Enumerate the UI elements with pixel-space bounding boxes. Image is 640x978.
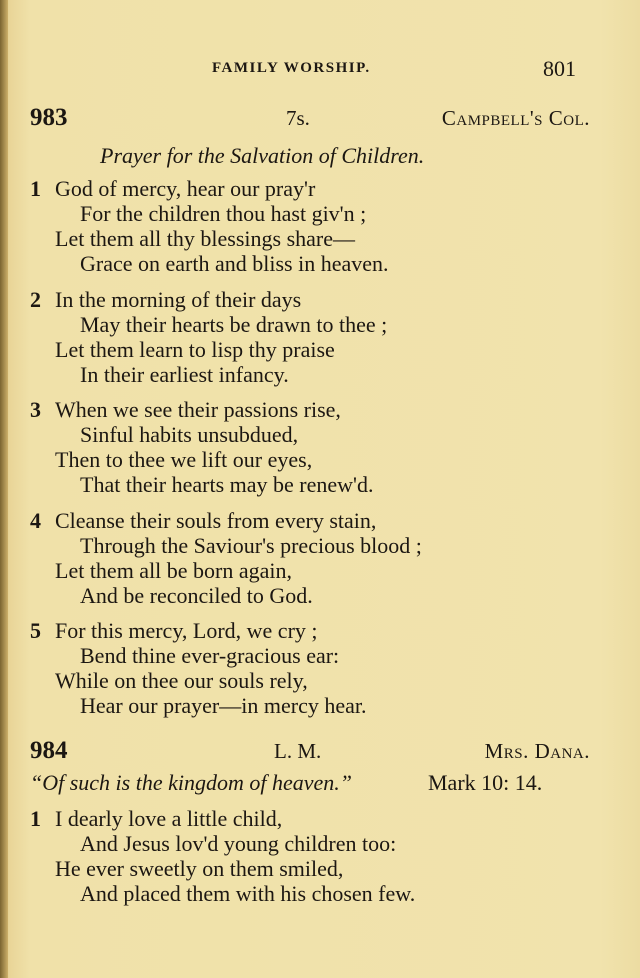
verse-line: For the children thou hast giv'n ; — [80, 201, 367, 226]
verse-line: God of mercy, hear our pray'r — [55, 176, 316, 201]
verse-line: May their hearts be drawn to thee ; — [80, 312, 388, 337]
verse-line: Let them all be born again, — [55, 558, 293, 583]
hymn-meter: 7s. — [286, 106, 310, 130]
verse-number: 1 — [30, 806, 41, 831]
verse-line: Then to thee we lift our eyes, — [55, 447, 313, 472]
hymn-984-heading — [30, 737, 590, 767]
verse-number: 1 — [30, 176, 41, 201]
verse-line: In their earliest infancy. — [80, 362, 289, 387]
verse-line: Let them learn to lisp thy praise — [55, 337, 335, 362]
verse-line: Bend thine ever-gracious ear: — [80, 643, 340, 668]
verse-line: Cleanse their souls from every stain, — [55, 508, 377, 533]
hymn-meter: L. M. — [274, 739, 322, 763]
page-number: 801 — [543, 56, 576, 81]
verse-line: While on thee our souls rely, — [55, 668, 308, 693]
hymn-983-heading — [30, 104, 590, 134]
verse-line: And placed them with his chosen few. — [80, 881, 416, 906]
verse-number: 2 — [30, 287, 41, 312]
verse-line: Through the Saviour's precious blood ; — [80, 533, 422, 558]
hymn-number: 984 — [30, 737, 68, 764]
verse-number: 3 — [30, 397, 41, 422]
verse-line: He ever sweetly on them smiled, — [55, 856, 344, 881]
verse-line: And Jesus lov'd young children too: — [80, 831, 397, 856]
scripture-quote: “Of such is the kingdom of heaven.” — [30, 770, 353, 795]
verse-number: 4 — [30, 508, 41, 533]
verse-line: That their hearts may be renew'd. — [80, 472, 374, 497]
verse-number: 5 — [30, 618, 41, 643]
verse-line: Let them all thy blessings share— — [55, 226, 355, 251]
page-header — [0, 58, 640, 84]
running-title: FAMILY WORSHIP. — [212, 60, 371, 76]
hymn-number: 983 — [30, 104, 68, 131]
verse-line: Hear our prayer—in mercy hear. — [80, 693, 367, 718]
verse-line: For this mercy, Lord, we cry ; — [55, 618, 318, 643]
scripture-reference: Mark 10: 14. — [428, 770, 543, 795]
verse-line: I dearly love a little child, — [55, 806, 283, 831]
verse-line: And be reconciled to God. — [80, 583, 313, 608]
hymn-author: Campbell's Col. — [441, 106, 590, 130]
page-spine-shadow — [0, 0, 8, 978]
verse-line: When we see their passions rise, — [55, 397, 341, 422]
hymn-author: Mrs. Dana. — [484, 739, 590, 763]
verse-line: Grace on earth and bliss in heaven. — [80, 251, 389, 276]
verse-line: In the morning of their days — [55, 287, 302, 312]
verse-line: Sinful habits unsubdued, — [80, 422, 299, 447]
hymn-scripture-quote — [30, 770, 352, 795]
hymn-title: Prayer for the Salvation of Children. — [100, 143, 425, 168]
